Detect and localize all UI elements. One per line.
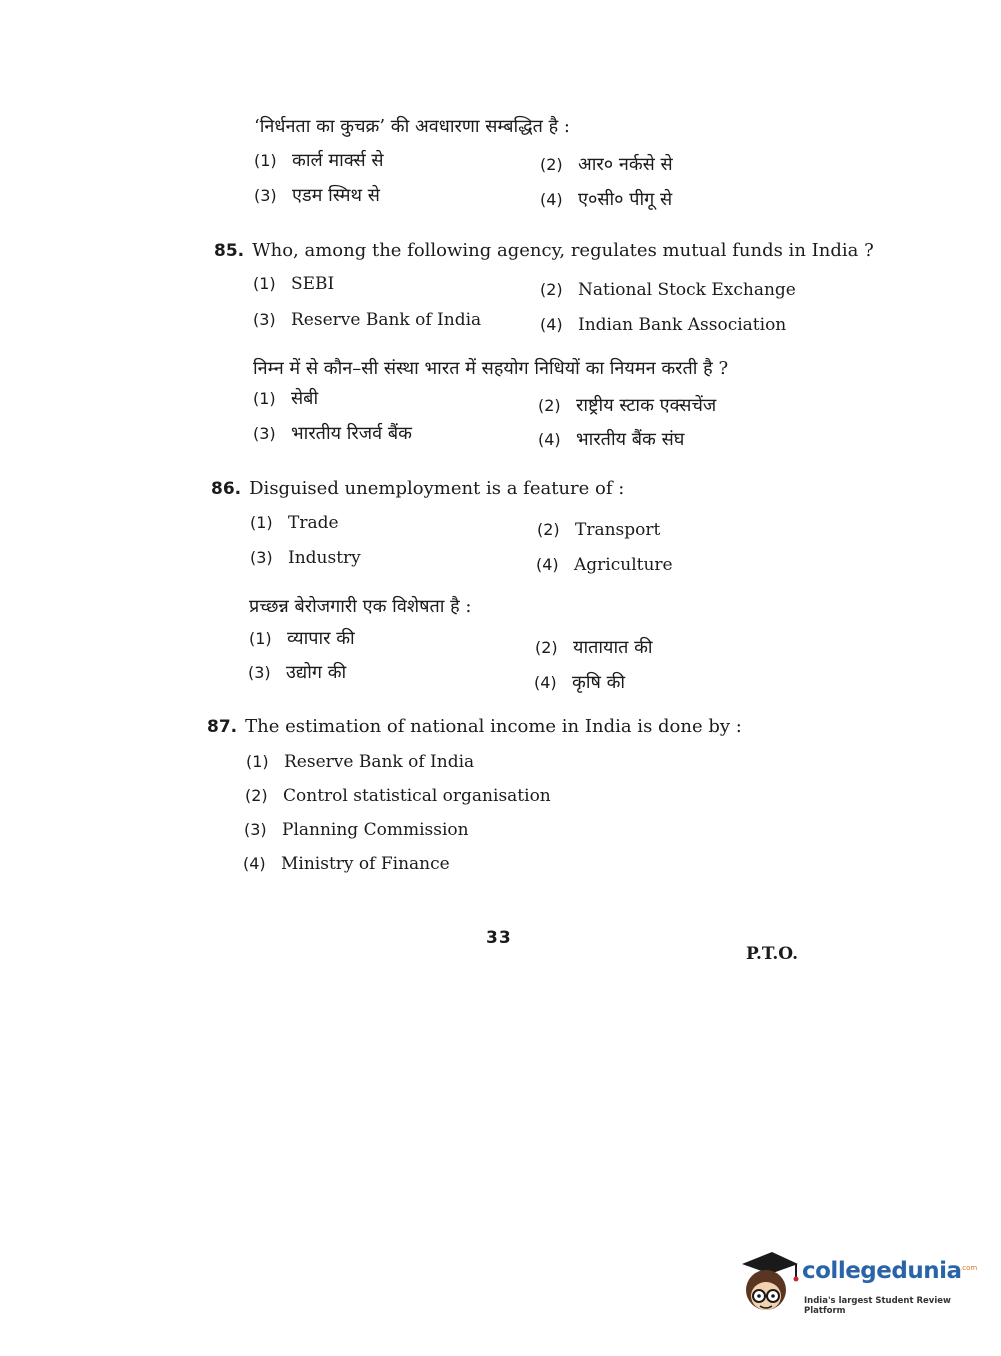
q86-hi-stem: प्रच्छन्न बेरोजगारी एक विशेषता है : (249, 596, 472, 617)
q85-option-3: (3) Reserve Bank of India (253, 310, 482, 330)
q84-hi-stem: ‘निर्धनता का कुचक्र’ की अवधारणा सम्बद्धित है : (254, 116, 570, 137)
q84-hi-option-4: (4) ए०सी० पीगू से (540, 189, 673, 210)
q86-option-4: (4) Agriculture (536, 555, 673, 575)
q85-hi-option-4: (4) भारतीय बैंक संघ (538, 429, 685, 450)
q85-number: 85. (214, 241, 245, 261)
q86-question (211, 478, 624, 499)
brand-suffix: .com (960, 1264, 978, 1272)
mascot-icon (738, 1250, 800, 1316)
q86-option-1: (1) Trade (250, 513, 339, 533)
q84-hi-option-2: (2) आर० नर्कसे से (540, 154, 673, 175)
q85-stem: Who, among the following agency, regulates mutual funds in India ? (252, 240, 874, 261)
q85-option-4: (4) Indian Bank Association (540, 315, 787, 335)
page-number: 33 (486, 928, 512, 948)
q87-option-4: (4) Ministry of Finance (243, 854, 450, 874)
q87-option-3: (3) Planning Commission (244, 820, 469, 840)
q86-option-2: (2) Transport (537, 520, 661, 540)
brand-name: collegedunia (802, 1258, 962, 1284)
q86-hi-option-2: (2) यातायात की (535, 637, 653, 658)
q85-hi-stem: निम्न में से कौन–सी संस्था भारत में सहयोग निधियों का नियमन करती है ? (253, 358, 729, 379)
q84-hi-option-3: (3) एडम स्मिथ से (254, 185, 380, 206)
q85-hi-option-3: (3) भारतीय रिजर्व बैंक (253, 423, 412, 444)
q85-hi-option-2: (2) राष्ट्रीय स्टाक एक्सचेंज (538, 395, 717, 416)
collegedunia-watermark (738, 1250, 978, 1320)
q85-option-2: (2) National Stock Exchange (540, 280, 796, 300)
q87-option-2: (2) Control statistical organisation (245, 786, 551, 806)
q87-number: 87. (207, 717, 238, 737)
q87-stem: The estimation of national income in India is done by : (245, 716, 742, 737)
q86-option-3: (3) Industry (250, 548, 361, 568)
q86-stem: Disguised unemployment is a feature of : (249, 478, 625, 499)
q86-hi-option-4: (4) कृषि की (534, 672, 626, 693)
q85-hi-option-1: (1) सेबी (253, 388, 319, 409)
q86-hi-option-1: (1) व्यापार की (249, 628, 355, 649)
q87-question (207, 716, 742, 737)
q86-hi-option-3: (3) उद्योग की (248, 662, 347, 683)
pto-label: P.T.O. (746, 944, 798, 964)
q85-option-1: (1) SEBI (253, 274, 335, 294)
q84-hi-option-1: (1) कार्ल मार्क्स से (254, 150, 384, 171)
q85-question (214, 240, 874, 261)
brand-tagline: India's largest Student Review Platform (804, 1296, 951, 1316)
q86-number: 86. (211, 479, 242, 499)
q87-option-1: (1) Reserve Bank of India (246, 752, 475, 772)
